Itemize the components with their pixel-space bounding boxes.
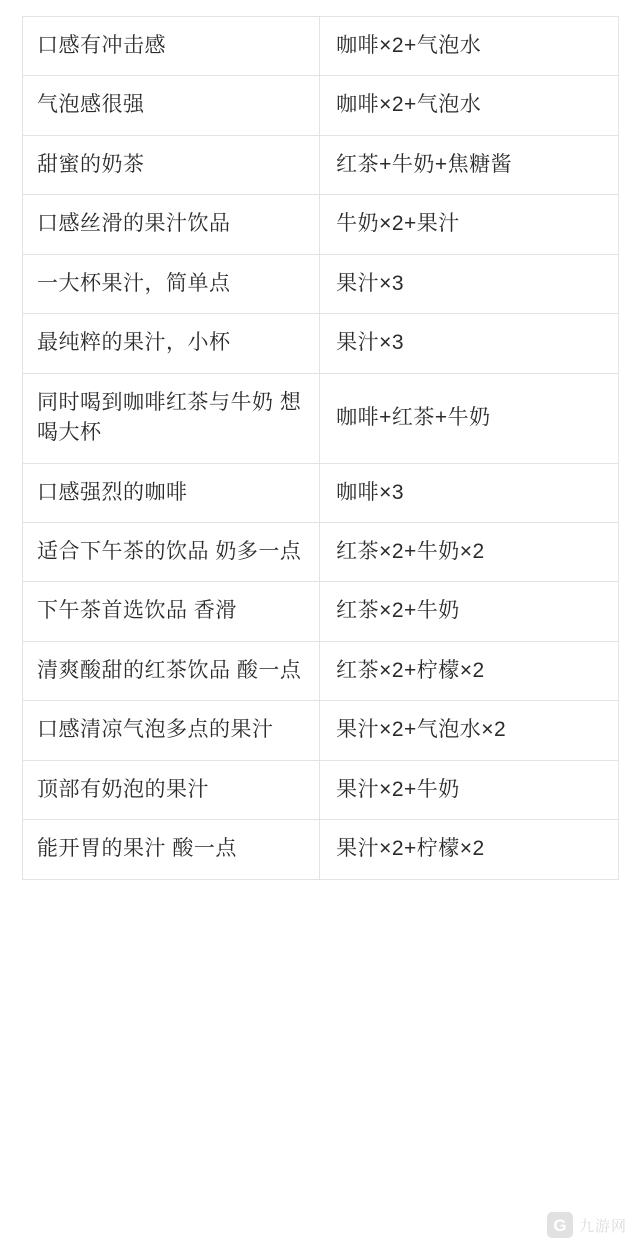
- cell-recipe: 咖啡×2+气泡水: [320, 76, 619, 135]
- cell-description: 气泡感很强: [23, 76, 320, 135]
- cell-recipe: 咖啡+红茶+牛奶: [320, 373, 619, 463]
- table-row: [23, 582, 619, 641]
- cell-recipe: 果汁×3: [320, 314, 619, 373]
- cell-description: 最纯粹的果汁，小杯: [23, 314, 320, 373]
- table-row: [23, 760, 619, 819]
- cell-description: 口感清凉气泡多点的果汁: [23, 701, 320, 760]
- table-row: [23, 641, 619, 700]
- cell-recipe: 咖啡×3: [320, 463, 619, 522]
- table-row: [23, 314, 619, 373]
- table-row: [23, 76, 619, 135]
- watermark-text: 九游网: [578, 1217, 627, 1235]
- table-body: [23, 17, 619, 880]
- cell-recipe: 红茶+牛奶+焦糖酱: [320, 135, 619, 194]
- cell-description: 同时喝到咖啡红茶与牛奶 想喝大杯: [23, 373, 320, 463]
- watermark-logo-icon: G: [547, 1212, 573, 1238]
- table-row: [23, 135, 619, 194]
- cell-recipe: 果汁×2+牛奶: [320, 760, 619, 819]
- cell-description: 一大杯果汁，简单点: [23, 254, 320, 313]
- cell-recipe: 果汁×3: [320, 254, 619, 313]
- table-row: [23, 522, 619, 581]
- table-row: [23, 254, 619, 313]
- cell-recipe: 牛奶×2+果汁: [320, 195, 619, 254]
- cell-description: 口感丝滑的果汁饮品: [23, 195, 320, 254]
- cell-description: 下午茶首选饮品 香滑: [23, 582, 320, 641]
- table-row: [23, 820, 619, 879]
- table-row: [23, 701, 619, 760]
- cell-description: 适合下午茶的饮品 奶多一点: [23, 522, 320, 581]
- cell-description: 口感强烈的咖啡: [23, 463, 320, 522]
- cell-recipe: 红茶×2+牛奶×2: [320, 522, 619, 581]
- cell-description: 清爽酸甜的红茶饮品 酸一点: [23, 641, 320, 700]
- drink-recipe-table: [22, 16, 619, 880]
- cell-recipe: 红茶×2+柠檬×2: [320, 641, 619, 700]
- cell-recipe: 红茶×2+牛奶: [320, 582, 619, 641]
- table-row: [23, 195, 619, 254]
- table-row: [23, 463, 619, 522]
- cell-description: 能开胃的果汁 酸一点: [23, 820, 320, 879]
- table-row: [23, 373, 619, 463]
- watermark: [547, 1212, 627, 1238]
- cell-description: 口感有冲击感: [23, 17, 320, 76]
- cell-recipe: 咖啡×2+气泡水: [320, 17, 619, 76]
- cell-recipe: 果汁×2+柠檬×2: [320, 820, 619, 879]
- cell-description: 甜蜜的奶茶: [23, 135, 320, 194]
- cell-recipe: 果汁×2+气泡水×2: [320, 701, 619, 760]
- cell-description: 顶部有奶泡的果汁: [23, 760, 320, 819]
- table-row: [23, 17, 619, 76]
